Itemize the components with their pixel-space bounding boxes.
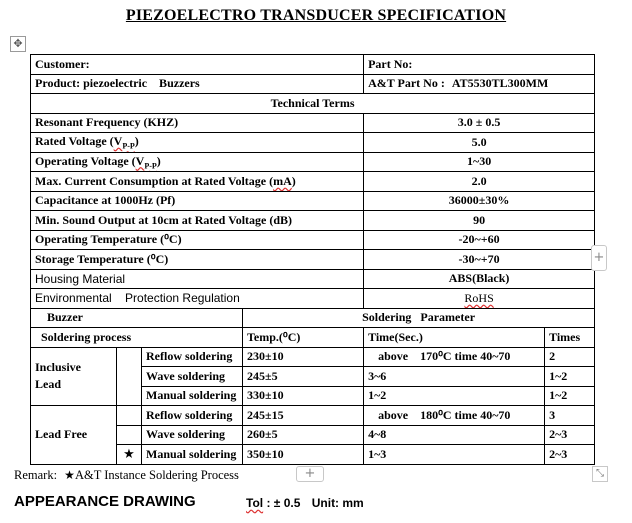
spec-row: [31, 113, 595, 133]
times-value: 2: [545, 347, 595, 367]
product-label: Product: piezoelectric Buzzers: [31, 74, 364, 94]
product-row: [31, 74, 595, 94]
environmental-value: RoHS: [364, 289, 595, 309]
times-value: 1~2: [545, 367, 595, 387]
at-part-value: AT5530TL300MM: [451, 76, 549, 91]
spec-row: [31, 250, 595, 270]
time-value: above 170⁰C time 40~70: [364, 347, 545, 367]
remark-line: [14, 468, 239, 483]
add-row-icon[interactable]: +: [296, 466, 324, 482]
spec-label: Resonant Frequency (KHZ): [31, 113, 364, 133]
temp-value: 230±10: [243, 347, 364, 367]
environmental-row: [31, 289, 595, 309]
soldering-parameter-heading: Soldering Parameter: [243, 308, 595, 328]
customer-label: Customer:: [31, 55, 364, 75]
spec-value: -20~+60: [364, 230, 595, 250]
spec-row: [31, 191, 595, 211]
tolerance-line: [246, 496, 364, 510]
spec-label: Rated Voltage $(V_{P-P})$: [31, 133, 364, 153]
soldering-row: [31, 406, 595, 426]
technical-terms-row: [31, 94, 595, 114]
tolerance-value: : ± 0.5: [266, 496, 301, 510]
spec-row: [31, 152, 595, 172]
appearance-drawing-title: APPEARANCE DRAWING: [14, 493, 196, 510]
soldering-row: [31, 347, 595, 367]
housing-label: Housing Material: [31, 269, 364, 289]
process-name: Reflow soldering: [142, 406, 243, 426]
tolerance-label: Tol: [246, 496, 264, 510]
spec-value: 3.0 ± 0.5: [364, 113, 595, 133]
at-part-cell: [364, 74, 595, 94]
temp-value: 330±10: [243, 386, 364, 406]
spec-value: 1~30: [364, 152, 595, 172]
spec-label: Storage Temperature (⁰C): [31, 250, 364, 270]
spec-row: [31, 133, 595, 153]
process-name: Manual soldering: [142, 445, 243, 465]
spec-row: [31, 172, 595, 192]
spec-value: 5.0: [364, 133, 595, 153]
spec-value: -30~+70: [364, 250, 595, 270]
times-value: 3: [545, 406, 595, 426]
spec-label: Capacitance at 1000Hz (Pf): [31, 191, 364, 211]
soldering-process-label: Soldering process: [31, 328, 243, 348]
time-value: 3~6: [364, 367, 545, 387]
unit-label: Unit: mm: [311, 496, 364, 510]
resize-handle-icon[interactable]: ⤡: [592, 466, 608, 482]
process-name: Reflow soldering: [142, 347, 243, 367]
times-value: 2~3: [545, 425, 595, 445]
star-icon: ★: [64, 468, 75, 482]
process-name: Wave soldering: [142, 367, 243, 387]
part-no-label: Part No:: [364, 55, 595, 75]
temp-value: 245±15: [243, 406, 364, 426]
spec-row: [31, 211, 595, 231]
spec-label: Operating Temperature (⁰C): [31, 230, 364, 250]
group-lead-free: Lead Free: [31, 406, 117, 465]
document-title: PIEZOELECTRO TRANSDUCER SPECIFICATION: [125, 7, 507, 24]
process-name: Manual soldering: [142, 386, 243, 406]
temp-value: 260±5: [243, 425, 364, 445]
times-value: 2~3: [545, 445, 595, 465]
spec-value: 90: [364, 211, 595, 231]
spec-label: Operating Voltage $(V_{P-P})$: [31, 152, 364, 172]
time-value: 1~3: [364, 445, 545, 465]
add-column-icon[interactable]: +: [591, 245, 607, 271]
table-move-handle-icon[interactable]: ✥: [10, 36, 26, 52]
spec-label: Max. Current Consumption at Rated Voltage (mA): [31, 172, 364, 192]
spec-label: Min. Sound Output at 10cm at Rated Voltage (dB): [31, 211, 364, 231]
spec-row: [31, 230, 595, 250]
process-name: Wave soldering: [142, 425, 243, 445]
col-temp: Temp.(⁰C): [243, 328, 364, 348]
col-time: Time(Sec.): [364, 328, 545, 348]
temp-value: 350±10: [243, 445, 364, 465]
customer-row: [31, 55, 595, 75]
buzzer-label: Buzzer: [31, 308, 243, 328]
soldering-header-row: [31, 308, 595, 328]
group-inclusive-lead: Inclusive Lead: [31, 347, 117, 406]
group-marker-cell: [117, 425, 142, 445]
spec-value: 36000±30%: [364, 191, 595, 211]
spec-table: [30, 54, 595, 465]
star-marker-icon: ★: [117, 445, 142, 465]
remark-text: A&T Instance Soldering Process: [74, 468, 239, 482]
technical-terms-heading: Technical Terms: [31, 94, 595, 114]
environmental-label: Environmental Protection Regulation: [31, 289, 364, 309]
remark-label: Remark:: [14, 468, 58, 482]
time-value: 1~2: [364, 386, 545, 406]
group-marker-cell: [117, 347, 142, 406]
col-times: Times: [545, 328, 595, 348]
spec-value: 2.0: [364, 172, 595, 192]
temp-value: 245±5: [243, 367, 364, 387]
housing-row: [31, 269, 595, 289]
times-value: 1~2: [545, 386, 595, 406]
time-value: above 180⁰C time 40~70: [364, 406, 545, 426]
soldering-column-row: [31, 328, 595, 348]
housing-value: ABS(Black): [364, 269, 595, 289]
time-value: 4~8: [364, 425, 545, 445]
group-marker-cell: [117, 406, 142, 426]
at-part-label: A&T Part No :: [368, 76, 445, 91]
